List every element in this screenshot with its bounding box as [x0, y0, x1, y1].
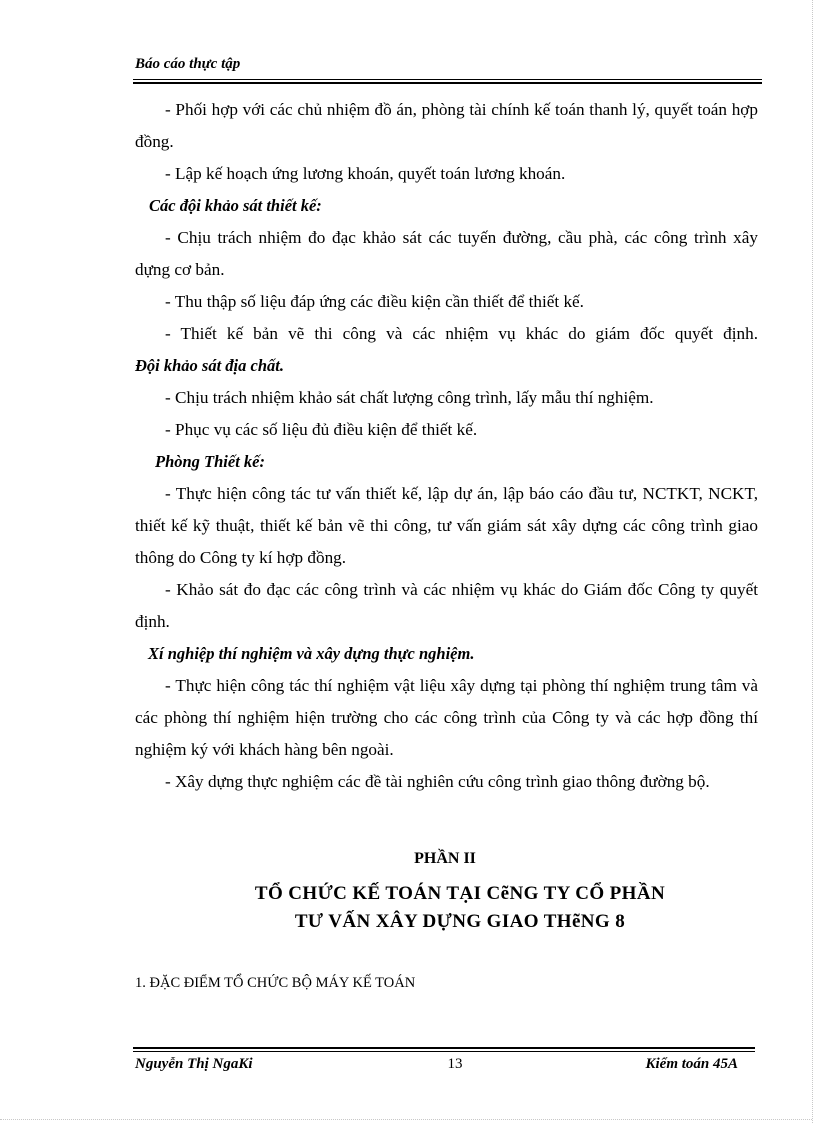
paragraph: - Thực hiện công tác thí nghiệm vật liệu xây dựng tại phòng thí nghiệm trung tâm và các phòng thí nghiệm hiện trường cho các công trình của Công ty và các hợp đồng thí nghiệm ký với khách hàng bên ngoài.: [135, 676, 758, 759]
header-title: Báo cáo thực tập: [135, 56, 241, 72]
page-edge-right: [812, 0, 813, 1123]
paragraph: - Thu thập số liệu đáp ứng các điều kiện cần thiết để thiết kế.: [165, 292, 584, 311]
subsection-heading: Phòng Thiết kế:: [155, 452, 265, 471]
footer-course: Kiểm toán 45A: [645, 1056, 738, 1072]
footer-rule-thick: [133, 1047, 755, 1049]
paragraph: - Thiết kế bản vẽ thi công và các nhiệm vụ khác do giám đốc quyết định.: [165, 324, 758, 343]
part-title: [0, 880, 816, 936]
document-body: [135, 94, 758, 798]
paragraph: - Chịu trách nhiệm khảo sát chất lượng công trình, lấy mẫu thí nghiệm.: [165, 388, 654, 407]
subsection-heading: Xí nghiệp thí nghiệm và xây dựng thực nghiệm.: [148, 644, 475, 663]
footer-author: Nguyễn Thị NgaKi: [135, 1056, 253, 1072]
paragraph: - Thực hiện công tác tư vấn thiết kế, lập dự án, lập báo cáo đầu tư, NCTKT, NCKT, thiết kế kỹ thuật, thiết kế bản vẽ thi công, tư vấn giám sát xây dựng các công trình giao thông do Công ty kí hợp đồng.: [135, 484, 758, 567]
part-title-line: TỔ CHỨC KẾ TOÁN TẠI CẽNG TY CỔ PHẦN: [254, 883, 666, 904]
paragraph: - Lập kế hoạch ứng lương khoán, quyết toán lương khoán.: [165, 164, 566, 183]
paragraph: - Phối hợp với các chủ nhiệm đồ án, phòng tài chính kế toán thanh lý, quyết toán hợp đồng.: [135, 100, 758, 151]
subsection-heading: Các đội khảo sát thiết kế:: [149, 196, 322, 215]
paragraph: - Chịu trách nhiệm đo đạc khảo sát các tuyến đường, cầu phà, các công trình xây dựng cơ bản.: [135, 228, 758, 279]
paragraph: - Khảo sát đo đạc các công trình và các nhiệm vụ khác do Giám đốc Công ty quyết định.: [135, 580, 758, 631]
footer-rule-thin: [133, 1051, 755, 1052]
page-number: 13: [447, 1056, 463, 1072]
part-label: PHẦN II: [414, 850, 476, 867]
part-title-line: TƯ VẤN XÂY DỰNG GIAO THẽNG 8: [294, 911, 626, 932]
subsection-heading: Đội khảo sát địa chất.: [135, 356, 284, 375]
paragraph: - Phục vụ các số liệu đủ điều kiện để thiết kế.: [165, 420, 478, 439]
header-rule-thick: [133, 82, 762, 84]
header-rule-thin: [133, 79, 762, 80]
paragraph: - Xây dựng thực nghiệm các đề tài nghiên cứu công trình giao thông đường bộ.: [165, 772, 710, 791]
page-edge-bottom: [0, 1119, 812, 1120]
section-heading: 1. ĐẶC ĐIỂM TỔ CHỨC BỘ MÁY KẾ TOÁN: [135, 975, 416, 991]
